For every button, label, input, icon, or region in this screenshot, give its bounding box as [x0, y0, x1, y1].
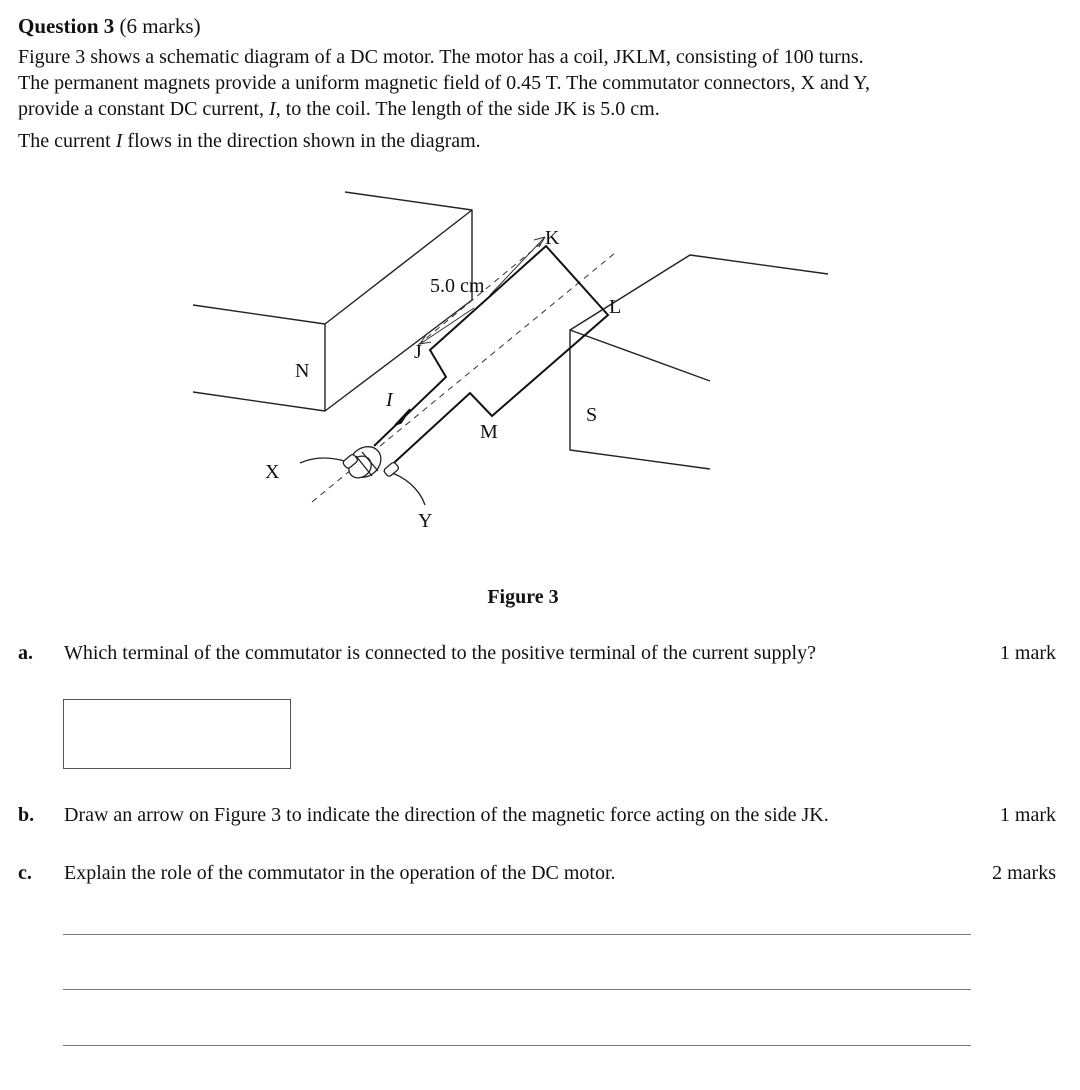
question-marks: (6 marks) [119, 14, 201, 38]
south-magnet [570, 255, 828, 469]
intro-line-1: Figure 3 shows a schematic diagram of a DC motor. The motor has a coil, JKLM, consisting of 100 turns. [18, 46, 864, 68]
label-l: L [609, 296, 622, 318]
part-a-marks: 1 mark [999, 642, 1056, 664]
commutator [300, 440, 425, 505]
label-k: K [545, 227, 560, 249]
question-title: Question 3 [18, 14, 115, 38]
part-a-answer-box[interactable] [63, 699, 291, 769]
part-a-text: Which terminal of the commutator is connected to the positive terminal of the current supply? [64, 642, 816, 664]
label-j: J [414, 341, 422, 363]
figure-caption: Figure 3 [487, 586, 559, 608]
part-c-text: Explain the role of the commutator in the operation of the DC motor. [64, 862, 616, 884]
part-c-letter: c. [18, 862, 32, 884]
intro-line-3: provide a constant DC current, I, to the coil. The length of the side JK is 5.0 cm. [18, 98, 660, 120]
part-a-letter: a. [18, 642, 33, 664]
answer-line-3[interactable] [63, 1045, 971, 1046]
part-b-marks: 1 mark [999, 804, 1056, 826]
label-x: X [265, 461, 280, 483]
north-magnet [193, 192, 472, 411]
label-s: S [586, 404, 598, 426]
intro-line-2: The permanent magnets provide a uniform magnetic field of 0.45 T. The commutator connectors, X and Y, [18, 72, 870, 94]
label-n: N [295, 360, 310, 382]
part-b-letter: b. [18, 804, 35, 826]
label-m: M [480, 421, 498, 443]
part-b-text: Draw an arrow on Figure 3 to indicate the direction of the magnetic force acting on the side JK. [64, 804, 829, 826]
answer-line-2[interactable] [63, 989, 971, 990]
intro-line-4: The current I flows in the direction shown in the diagram. [18, 130, 481, 152]
label-length: 5.0 cm [430, 275, 485, 297]
answer-line-1[interactable] [63, 934, 971, 935]
question-intro [18, 44, 1058, 154]
current-arrow [395, 409, 410, 425]
label-y: Y [418, 510, 433, 532]
dc-motor-diagram[interactable] [0, 170, 1080, 570]
label-current: I [386, 389, 393, 411]
part-c-marks: 2 marks [992, 862, 1056, 884]
question-heading [18, 12, 201, 40]
